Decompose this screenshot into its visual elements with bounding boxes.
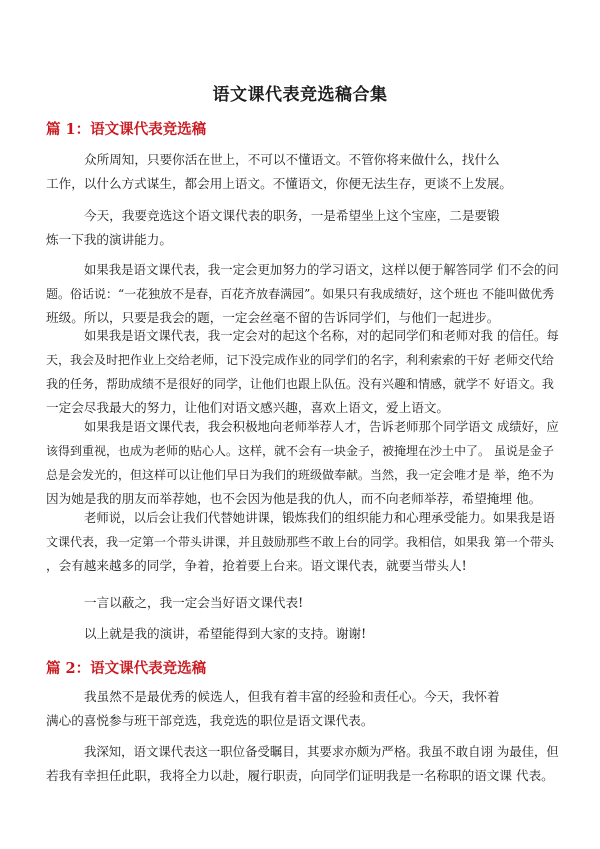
text-line: 以上就是我的演讲，希望能得到大家的支持。谢谢! <box>84 626 367 641</box>
text-line: 因为她是我的朋友而举荐她，也不会因为他是我的仇人，而不向老师举荐，希望掩埋 他。 <box>46 491 542 506</box>
text-line: 天，我会及时把作业上交给老师，记下没完成作业的同学们的名字，利利索索的干好 老师交代给 <box>46 353 554 367</box>
paragraph-1-5 <box>46 415 560 511</box>
text-line: 一言以蔽之，我一定会当好语文课代表! <box>84 595 304 610</box>
text-line: 满心的喜悦参与班干部竞选，我竞选的职位是语文课代表。 <box>46 713 374 728</box>
text-line: 我虽然不是最优秀的候选人，但我有着丰富的经验和责任心。今天，我怀着 <box>84 689 500 704</box>
paragraph-2-2 <box>46 740 560 788</box>
text-line: 题。俗话说：“一花独放不是春，百花齐放春满园”。如果只有我成绩好，这个班也 不能叫做优秀 <box>46 287 555 301</box>
text-line: 如果我是语文课代表，我一定会对的起这个名称，对的起同学们和老师对我 的信任。每 <box>84 328 559 343</box>
text-line: ，会有越来越多的同学，争着，抢着要上台来。语文课代表，就要当带头人! <box>46 558 467 573</box>
paragraph-1-3 <box>46 258 560 330</box>
document-title: 语文课代表竞选稿合集 <box>212 85 388 105</box>
paragraph-1-1 <box>46 148 560 196</box>
text-line: 我深知，语文课代表这一职位备受瞩目，其要求亦颇为严格。我虽不敢自诩 为最佳，但 <box>84 744 559 759</box>
section-heading-1: 篇 1：语文课代表竞选稿 <box>46 121 207 138</box>
text-line: 该得到重视，也成为老师的贴心人。这样，就不会有一块金子，被掩埋在沙土中了。 虽说是金子 <box>46 444 554 458</box>
section-heading-2: 篇 2：语文课代表竞选稿 <box>46 660 207 677</box>
text-line: 工作，以什么方式谋生，都会用上语文。不懂语文，你便无法生存，更谈不上发展。 <box>46 176 512 191</box>
paragraph-1-4 <box>46 324 560 420</box>
text-line: 众所周知，只要你活在世上，不可以不懂语文。不管你将来做什么，找什么 <box>84 152 500 167</box>
text-line: 如果我是语文课代表，我一定会更加努力的学习语文，这样以便于解答同学 们不会的问 <box>84 262 559 277</box>
text-line: 今天，我要竞选这个语文课代表的职务，一是希望坐上这个宝座，二是要锻 <box>84 208 500 223</box>
text-line: 一定会尽我最大的努力，让他们对语文感兴趣，喜欢上语文，爱上语文。 <box>46 400 449 415</box>
text-line: 总是会发光的，但这样可以让他们早日为我们的班级做奉献。当然，我一定会唯才是 举，绝不为 <box>46 468 554 482</box>
text-line: 老师说，以后会让我们代替她讲课，锻炼我们的组织能力和心理承受能力。如果我是语 <box>84 510 555 525</box>
text-line: 炼一下我的演讲能力。 <box>46 232 172 247</box>
paragraph-1-6 <box>46 506 560 578</box>
text-line: 如果我是语文课代表，我会积极地向老师举荐人才，告诉老师那个同学语文 成绩好，应 <box>84 419 559 434</box>
paragraph-1-8 <box>46 622 560 646</box>
paragraph-1-7 <box>46 591 560 615</box>
text-line: 文课代表，我一定第一个带头讲课，并且鼓励那些不敢上台的同学。我相信，如果我 第一个带头 <box>46 535 554 549</box>
paragraph-1-2 <box>46 204 560 252</box>
text-line: 我的任务，帮助成绩不是很好的同学，让他们也跟上队伍。没有兴趣和情感，就学不 好语文。我 <box>46 377 554 391</box>
paragraph-2-1 <box>46 685 560 733</box>
text-line: 若我有幸担任此职，我将全力以赴，履行职责，向同学们证明我是一名称职的语文课 代表。 <box>46 768 554 783</box>
text-line: 班级。所以，只要是我会的题，一定会丝毫不留的告诉同学们，与他们一起进步。 <box>46 310 500 325</box>
